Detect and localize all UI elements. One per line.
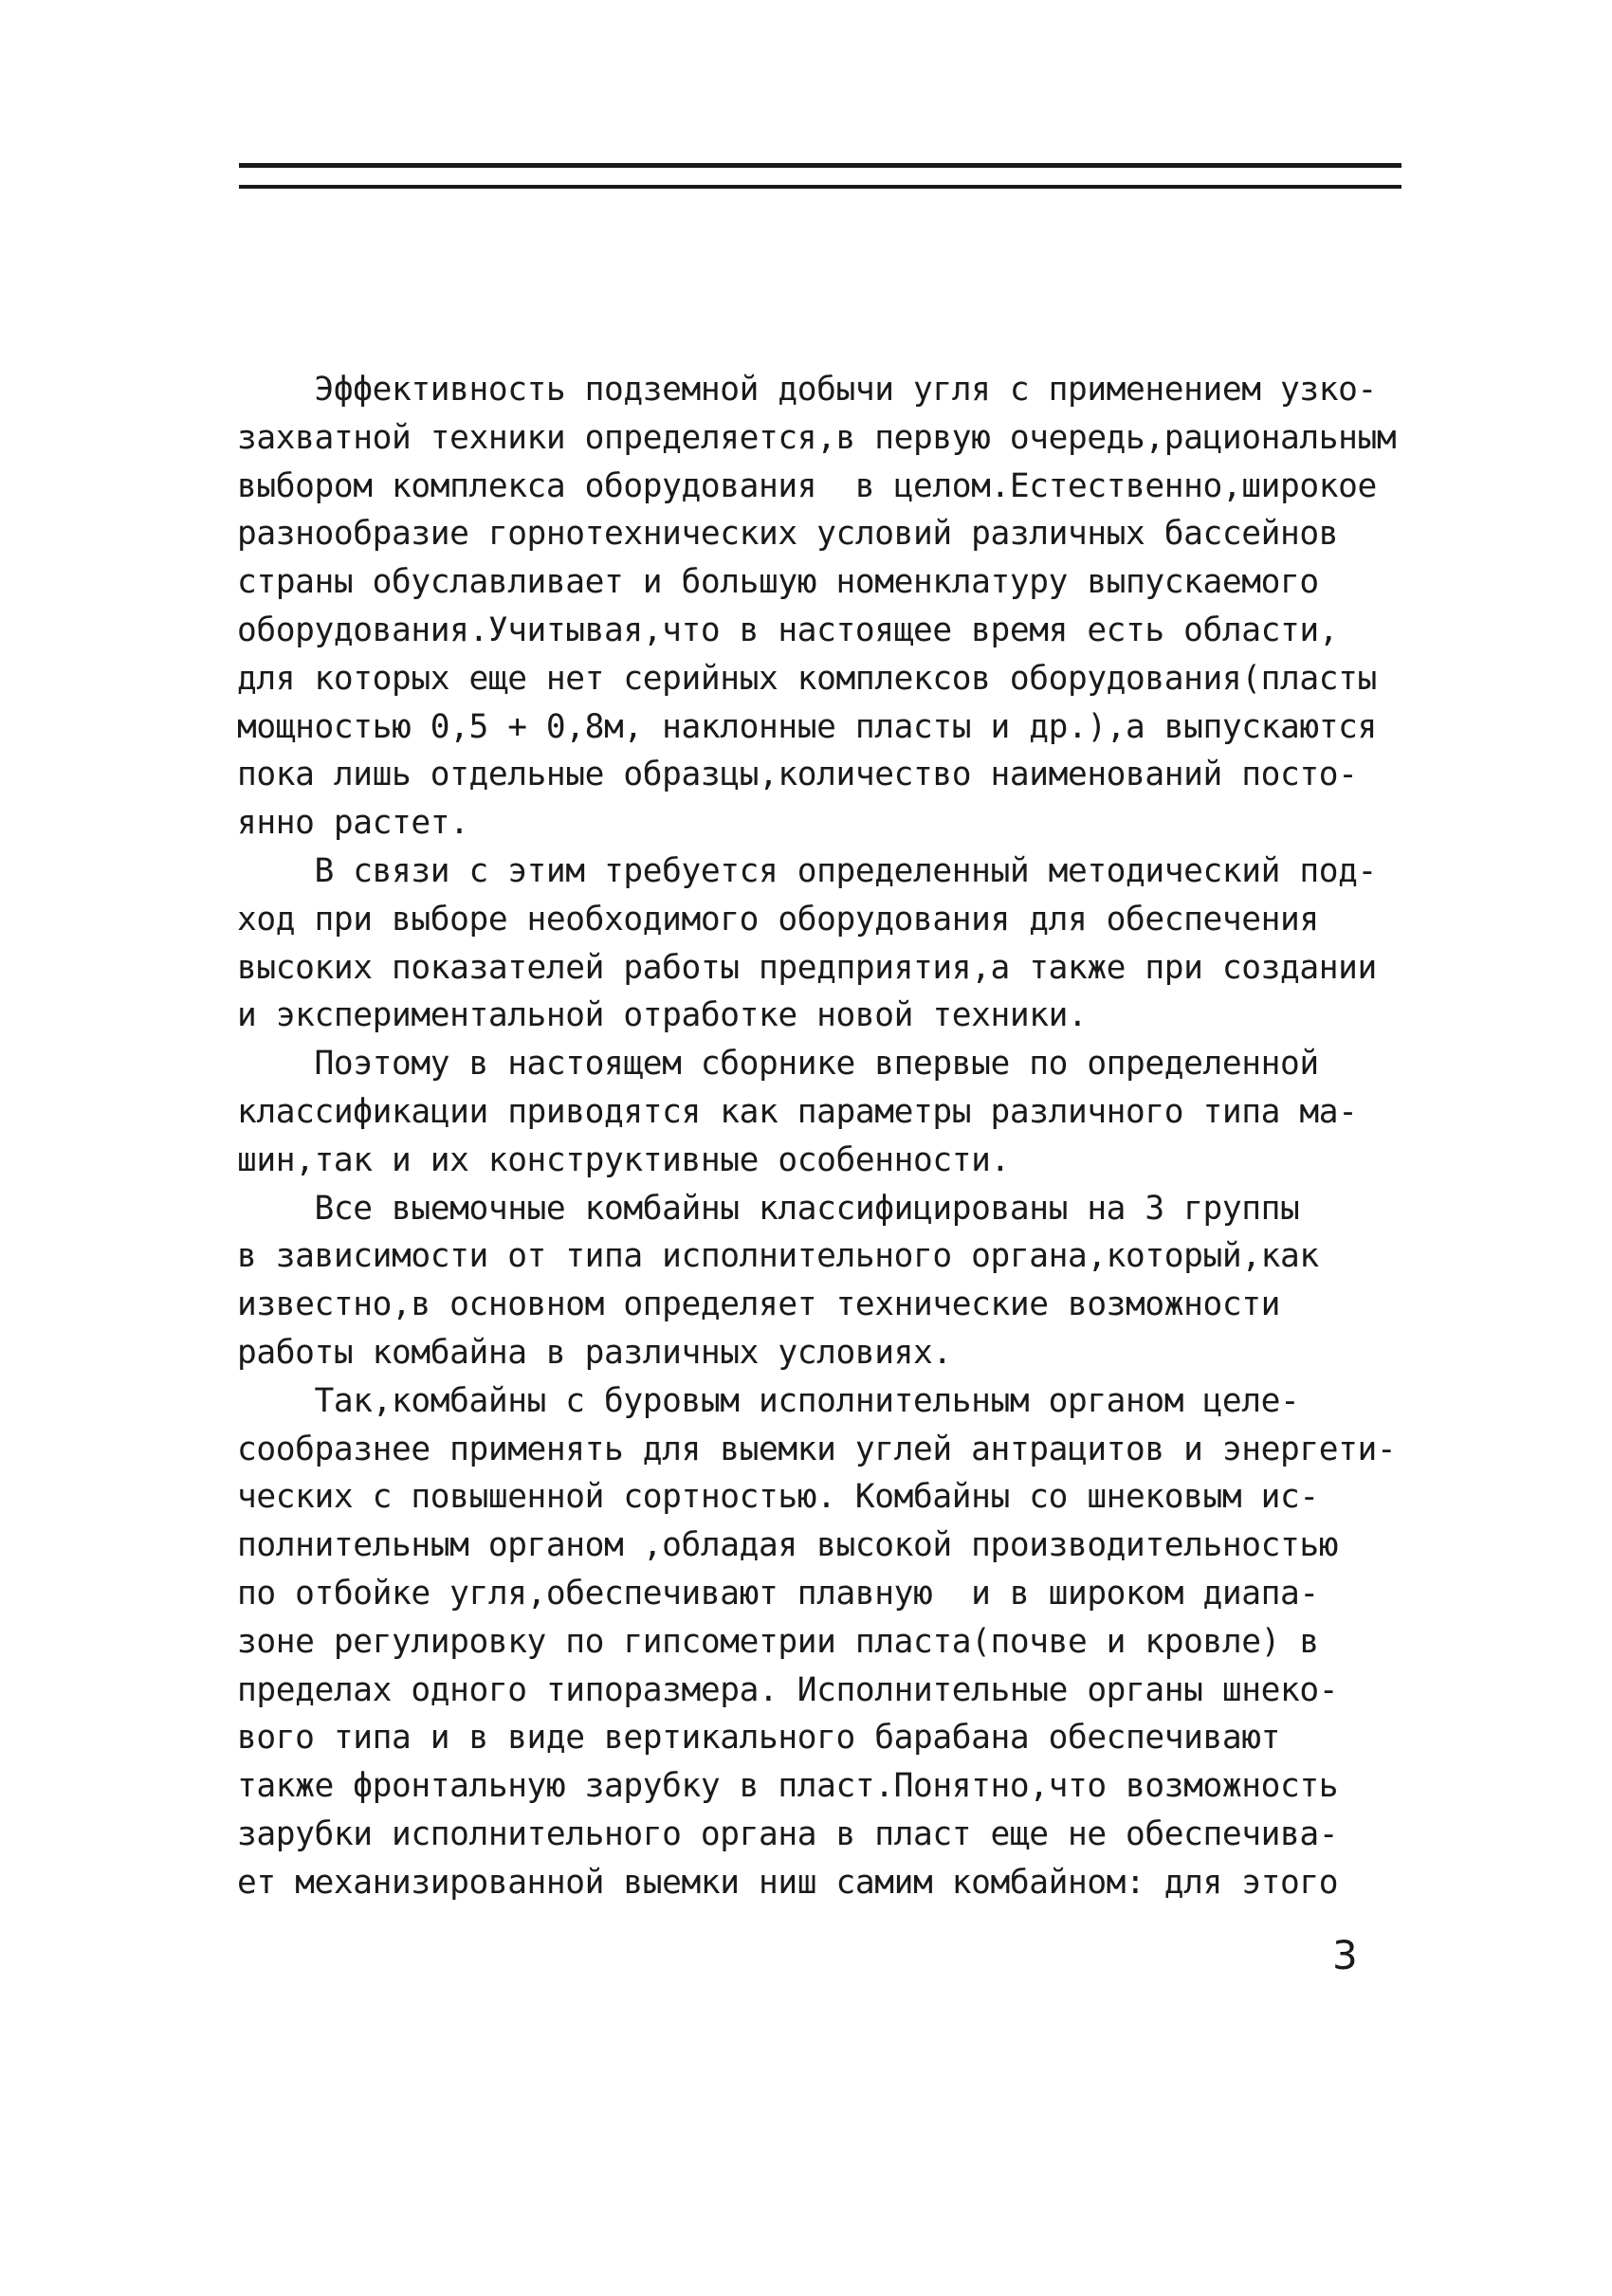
- text-line: пока лишь отдельные образцы,количество наименований посто-: [237, 756, 1358, 794]
- text-line: также фронтальную зарубку в пласт.Понятно,что возможность: [237, 1767, 1339, 1806]
- text-line: Все выемочные комбайны классифицированы на 3 группы: [237, 1189, 1300, 1228]
- text-line: янно растет.: [237, 804, 469, 843]
- text-line: выбором комплекса оборудования в целом.Естественно,широкое: [237, 466, 1377, 505]
- text-line: высоких показателей работы предприятия,а также при создании: [237, 948, 1377, 987]
- page-number: 3: [1332, 1932, 1358, 1978]
- text-line: захватной техники определяется,в первую очередь,рациональным: [237, 418, 1397, 457]
- text-line: сообразнее применять для выемки углей антрацитов и энергети-: [237, 1430, 1397, 1468]
- text-line: шин,так и их конструктивные особенности.: [237, 1140, 1010, 1179]
- body-text: [237, 366, 1413, 1907]
- text-line: известно,в основном определяет технические возможности: [237, 1285, 1281, 1324]
- text-line: оборудования.Учитывая,что в настоящее время есть области,: [237, 610, 1339, 649]
- text-line: ческих с повышенной сортностью. Комбайны со шнековым ис-: [237, 1478, 1319, 1517]
- text-line: вого типа и в виде вертикального барабана обеспечивают: [237, 1719, 1281, 1758]
- text-line: пределах одного типоразмера. Исполнительные органы шнеко-: [237, 1670, 1339, 1709]
- header-rule-top: [239, 163, 1401, 168]
- text-line: Так,комбайны с буровым исполнительным органом целе-: [237, 1381, 1300, 1420]
- header-rule-bottom: [239, 185, 1401, 189]
- text-line: по отбойке угля,обеспечивают плавную и в широком диапа-: [237, 1574, 1319, 1613]
- text-line: работы комбайна в различных условиях.: [237, 1333, 952, 1372]
- text-line: мощностью 0,5 + 0,8м, наклонные пласты и др.),а выпускаются: [237, 707, 1377, 746]
- text-line: В связи с этим требуется определенный методический под-: [237, 851, 1377, 890]
- text-line: для которых еще нет серийных комплексов оборудования(пласты: [237, 659, 1377, 698]
- text-line: зоне регулировку по гипсометрии пласта(почве и кровле) в: [237, 1622, 1319, 1661]
- text-line: в зависимости от типа исполнительного органа,который,как: [237, 1237, 1319, 1276]
- text-line: полнительным органом ,обладая высокой производительностью: [237, 1526, 1339, 1565]
- text-line: Эффективность подземной добычи угля с применением узко-: [237, 371, 1377, 409]
- text-line: разнообразие горнотехнических условий различных бассейнов: [237, 515, 1339, 554]
- text-line: зарубки исполнительного органа в пласт еще не обеспечива-: [237, 1814, 1339, 1853]
- text-line: ет механизированной выемки ниш самим комбайном: для этого: [237, 1863, 1339, 1902]
- text-line: страны обуславливает и большую номенклатуру выпускаемого: [237, 563, 1319, 602]
- text-line: и экспериментальной отработке новой техники.: [237, 996, 1088, 1035]
- text-line: ход при выборе необходимого оборудования для обеспечения: [237, 900, 1319, 938]
- text-line: классификации приводятся как параметры различного типа ма-: [237, 1092, 1358, 1131]
- text-line: Поэтому в настоящем сборнике впервые по определенной: [237, 1045, 1319, 1084]
